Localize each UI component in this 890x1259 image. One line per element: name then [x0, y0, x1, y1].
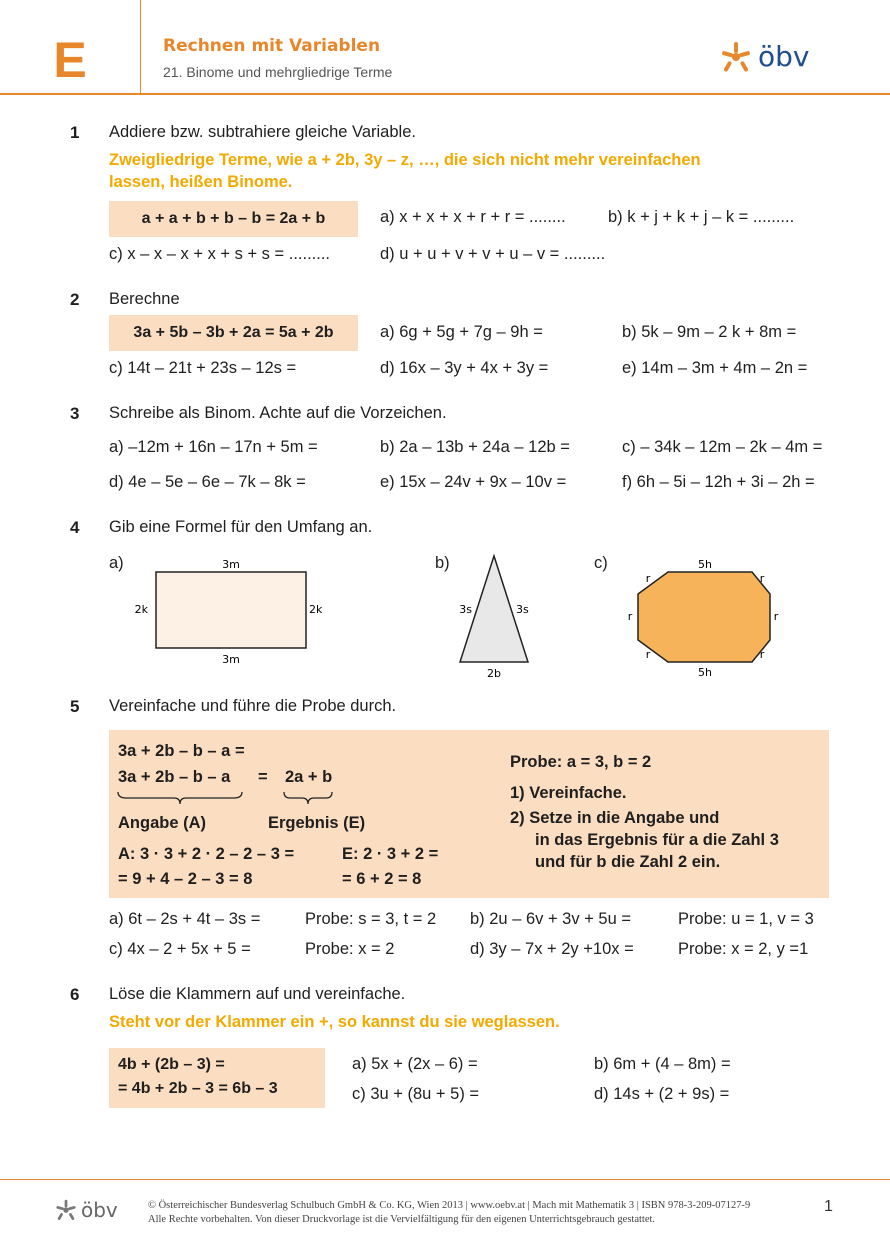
- task6-example-l1: 4b + (2b – 3) =: [118, 1056, 225, 1073]
- footer-line1: © Österreichischer Bundesverlag Schulbuch GmbH & Co. KG, Wien 2013 | www.oebv.at | Mach mit Mathematik 3 | ISBN 978-3-209-07127-9: [148, 1200, 751, 1211]
- task5-c: c) 4x – 2 + 5x + 5 =: [109, 940, 251, 958]
- task-number-3: 3: [70, 404, 80, 423]
- task1-a: a) x + x + x + r + r = ........: [380, 208, 566, 226]
- task5-c-probe: Probe: x = 2: [305, 940, 395, 958]
- task5-label-angabe: Angabe (A): [118, 814, 206, 832]
- task6-example-box: [109, 1048, 325, 1108]
- tri-left-label: 3s: [459, 603, 472, 616]
- logo-text: öbv: [758, 40, 810, 73]
- task1-instruction: Addiere bzw. subtrahiere gleiche Variable.: [109, 123, 416, 141]
- rect-left-label: 2k: [134, 603, 148, 616]
- task3-f: f) 6h – 5i – 12h + 3i – 2h =: [622, 473, 815, 491]
- footer-logo-text: öbv: [81, 1198, 118, 1222]
- task1-hint-line1: Zweigliedrige Terme, wie a + 2b, 3y – z, …, die sich nicht mehr vereinfachen: [109, 151, 701, 169]
- task5-step2-l2: in das Ergebnis für a die Zahl 3: [535, 831, 779, 849]
- task5-probe-title: Probe: a = 3, b = 2: [510, 753, 652, 771]
- task6-b: b) 6m + (4 – 8m) =: [594, 1055, 731, 1073]
- task5-ex-line2b: 2a + b: [285, 768, 333, 786]
- task5-calc-a2: = 9 + 4 – 2 – 3 = 8: [118, 870, 253, 888]
- task3-b: b) 2a – 13b + 24a – 12b =: [380, 438, 570, 456]
- task2-example: 3a + 5b – 3b + 2a = 5a + 2b: [109, 315, 358, 351]
- task1-hint-line2: lassen, heißen Binome.: [109, 173, 293, 191]
- octagon-shape: [638, 572, 770, 662]
- task5-step2-l1: 2) Setze in die Angabe und: [510, 809, 720, 827]
- task5-instruction: Vereinfache und führe die Probe durch.: [109, 697, 397, 715]
- rectangle-shape: [156, 572, 306, 648]
- task6-a: a) 5x + (2x – 6) =: [352, 1055, 478, 1073]
- task4-label-b: b): [435, 554, 450, 572]
- oct-side-label: r: [645, 572, 651, 585]
- task6-d: d) 14s + (2 + 9s) =: [594, 1085, 730, 1103]
- task-number-4: 4: [70, 518, 80, 537]
- task3-d: d) 4e – 5e – 6e – 7k – 8k =: [109, 473, 306, 491]
- task5-b: b) 2u – 6v + 3v + 5u =: [470, 910, 631, 928]
- task1-example: a + a + b + b – b = 2a + b: [109, 201, 358, 237]
- task-number-5: 5: [70, 697, 80, 716]
- star-logo-icon: [720, 41, 752, 73]
- chapter-letter: E: [53, 32, 87, 88]
- task6-c: c) 3u + (8u + 5) =: [352, 1085, 480, 1103]
- header-divider: [140, 0, 141, 94]
- rect-right-label: 2k: [309, 603, 323, 616]
- task-number-2: 2: [70, 290, 80, 309]
- rect-bottom-label: 3m: [222, 653, 240, 666]
- footer-line2: Alle Rechte vorbehalten. Von dieser Druckvorlage ist die Vervielfältigung für den eigenen Unterrichtsgebrauch gestattet.: [148, 1214, 656, 1225]
- brace-angabe: [118, 792, 242, 804]
- footer-copyright: [148, 1199, 750, 1227]
- task5-b-probe: Probe: u = 1, v = 3: [678, 910, 814, 928]
- page-subtitle: 21. Binome und mehrgliedrige Terme: [163, 64, 393, 80]
- tri-right-label: 3s: [516, 603, 529, 616]
- task3-instruction: Schreibe als Binom. Achte auf die Vorzeichen.: [109, 404, 447, 422]
- footer-logo: [55, 1198, 118, 1222]
- brace-ergebnis: [284, 792, 332, 804]
- brace-marks: [116, 790, 336, 806]
- task5-ex-line2a: 3a + 2b – b – a: [118, 768, 231, 786]
- task5-calc-a1: A: 3 · 3 + 2 · 2 – 2 – 3 =: [118, 845, 295, 863]
- task2-d: d) 16x – 3y + 4x + 3y =: [380, 359, 549, 377]
- task4-label-c: c): [594, 554, 608, 572]
- oct-side-label: r: [759, 648, 765, 661]
- task1-c: c) x – x – x + x + s + s = .........: [109, 245, 330, 263]
- oct-side-label: r: [759, 572, 765, 585]
- task5-calc-e2: = 6 + 2 = 8: [342, 870, 422, 888]
- task5-label-ergebnis: Ergebnis (E): [268, 814, 366, 832]
- task3-e: e) 15x – 24v + 9x – 10v =: [380, 473, 567, 491]
- task6-instruction: Löse die Klammern auf und vereinfache.: [109, 985, 406, 1003]
- task2-c: c) 14t – 21t + 23s – 12s =: [109, 359, 297, 377]
- task5-d-probe: Probe: x = 2, y =1: [678, 940, 809, 958]
- oct-bottom-label: 5h: [698, 666, 712, 679]
- header-rule: [0, 93, 890, 95]
- task2-a: a) 6g + 5g + 7g – 9h =: [380, 323, 543, 341]
- star-logo-icon: [55, 1199, 77, 1221]
- task-number-1: 1: [70, 123, 80, 142]
- task-number-6: 6: [70, 985, 80, 1004]
- task4-figures: [120, 550, 890, 690]
- page-number: 1: [824, 1198, 833, 1215]
- task6-hint: Steht vor der Klammer ein +, so kannst du sie weglassen.: [109, 1013, 560, 1031]
- rect-top-label: 3m: [222, 558, 240, 571]
- task6-example-l2: = 4b + 2b – 3 = 6b – 3: [118, 1080, 278, 1097]
- task2-b: b) 5k – 9m – 2 k + 8m =: [622, 323, 797, 341]
- task5-step1: 1) Vereinfache.: [510, 784, 627, 802]
- task5-calc-e1: E: 2 · 3 + 2 =: [342, 845, 439, 863]
- oct-side-label: r: [645, 648, 651, 661]
- task4-label-a: a): [109, 554, 124, 572]
- tri-base-label: 2b: [487, 667, 501, 680]
- task5-ex-line1: 3a + 2b – b – a =: [118, 742, 245, 760]
- task5-a-probe: Probe: s = 3, t = 2: [305, 910, 437, 928]
- page-title: Rechnen mit Variablen: [163, 36, 381, 56]
- task1-d: d) u + u + v + v + u – v = .........: [380, 245, 606, 263]
- task5-step2-l3: und für b die Zahl 2 ein.: [535, 853, 721, 871]
- oct-top-label: 5h: [698, 558, 712, 571]
- footer-rule: [0, 1179, 890, 1180]
- task4-instruction: Gib eine Formel für den Umfang an.: [109, 518, 373, 536]
- oct-side-label: r: [773, 610, 779, 623]
- publisher-logo: [720, 40, 809, 73]
- task1-b: b) k + j + k + j – k = .........: [608, 208, 795, 226]
- task5-a: a) 6t – 2s + 4t – 3s =: [109, 910, 261, 928]
- task3-c: c) – 34k – 12m – 2k – 4m =: [622, 438, 823, 456]
- task2-e: e) 14m – 3m + 4m – 2n =: [622, 359, 808, 377]
- task5-d: d) 3y – 7x + 2y +10x =: [470, 940, 634, 958]
- task3-a: a) –12m + 16n – 17n + 5m =: [109, 438, 318, 456]
- oct-side-label: r: [627, 610, 633, 623]
- task2-instruction: Berechne: [109, 290, 180, 308]
- task5-ex-line2-eq: =: [258, 768, 268, 786]
